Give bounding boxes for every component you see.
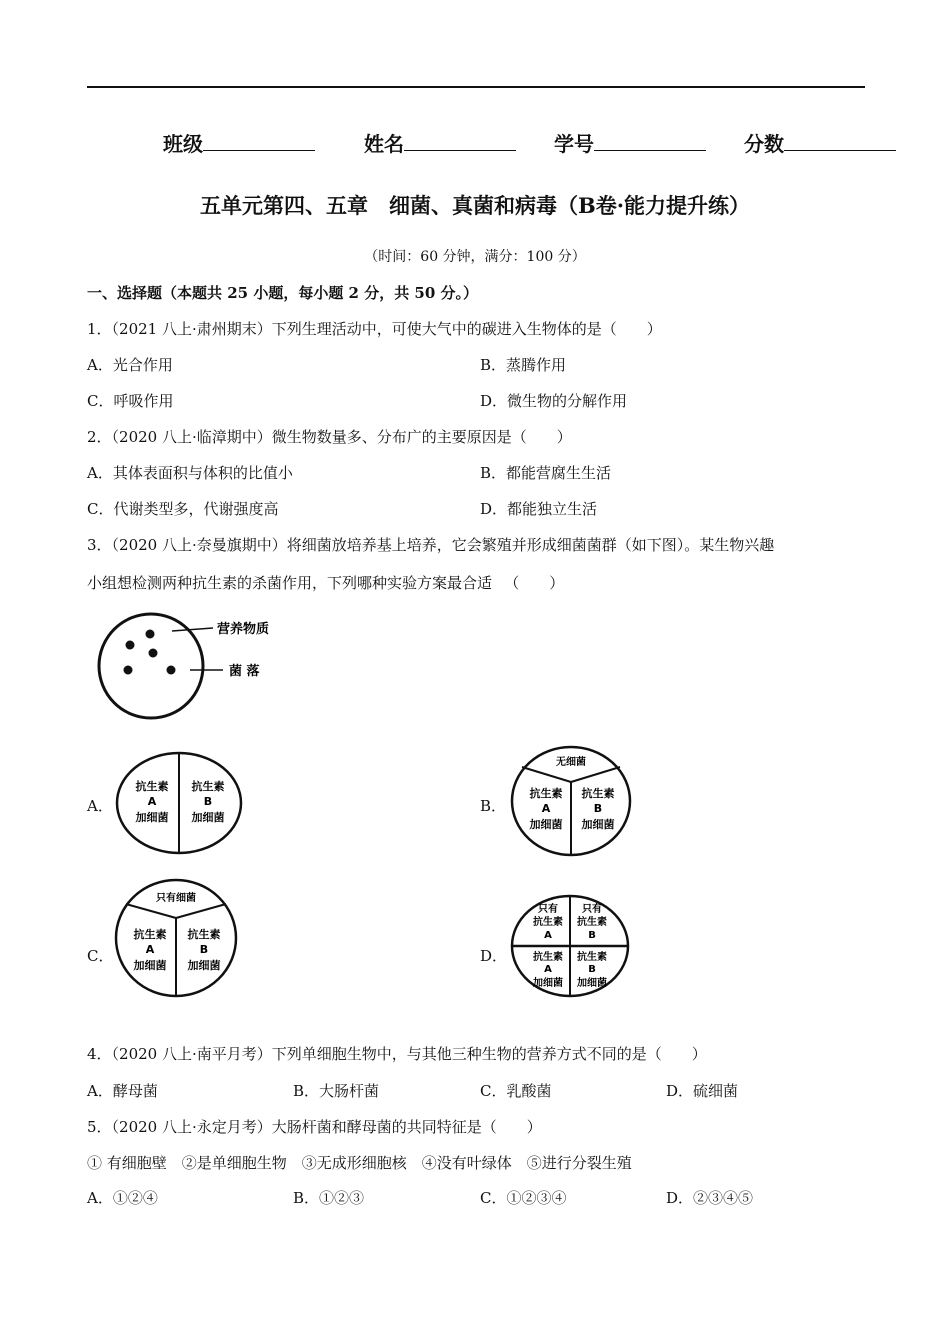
antibiotic-b-text: 抗生素 [187, 928, 221, 941]
q1-option-c[interactable]: C．呼吸作用 [87, 392, 174, 410]
antibiotic-a-bacteria: 加细菌 [135, 811, 169, 824]
class-blank[interactable] [203, 130, 315, 151]
antibiotic-a-text: 抗生素 [135, 780, 169, 793]
q4-option-a[interactable]: A．酵母菌 [87, 1082, 158, 1100]
q5-option-d[interactable]: D．②③④⑤ [666, 1189, 754, 1207]
only-a-letter: A [544, 930, 552, 941]
question-3-stem-line2: 小组想检测两种抗生素的杀菌作用，下列哪种实验方案最合适 （ ） [87, 574, 565, 592]
antibiotic-b-letter: B [199, 943, 209, 956]
dish-option-b[interactable] [508, 742, 638, 860]
only-bacteria-text: 只有细菌 [156, 893, 196, 904]
question-5-statements: ① 有细胞壁 ②是单细胞生物 ③无成形细胞核 ④没有叶绿体 ⑤进行分裂生殖 [87, 1154, 632, 1172]
petri-dish-figure [95, 608, 295, 728]
dish-divider [571, 767, 620, 782]
id-blank[interactable] [594, 130, 706, 151]
only-a-antibiotic: 抗生素 [533, 917, 563, 928]
antibiotic-b-bacteria: 加细菌 [577, 978, 607, 989]
name-blank[interactable] [404, 130, 516, 151]
antibiotic-a-bacteria: 加细菌 [533, 978, 563, 989]
name-label: 姓名 [364, 132, 404, 156]
q2-option-c[interactable]: C．代谢类型多，代谢强度高 [87, 500, 279, 518]
question-1-stem: 1．（2021 八上·肃州期末）下列生理活动中，可使大气中的碳进入生物体的是（ ） [87, 320, 662, 338]
antibiotic-a-text: 抗生素 [529, 787, 563, 800]
antibiotic-b-text: 抗生素 [191, 780, 225, 793]
q3-option-a[interactable]: A． [87, 797, 113, 815]
q3-option-d[interactable]: D． [480, 947, 508, 965]
antibiotic-a-letter: A [145, 943, 155, 956]
q2-option-b[interactable]: B．都能营腐生生活 [480, 464, 612, 482]
q4-option-c[interactable]: C．乳酸菌 [480, 1082, 552, 1100]
q2-option-d[interactable]: D．都能独立生活 [480, 500, 598, 518]
q1-option-b[interactable]: B．蒸腾作用 [480, 356, 567, 374]
id-field [554, 128, 706, 157]
antibiotic-b-bacteria: 加细菌 [187, 959, 221, 972]
only-b-letter: B [588, 930, 596, 941]
q5-option-b[interactable]: B．①②③ [293, 1189, 365, 1207]
header-rule [87, 86, 865, 88]
q5-option-a[interactable]: A．①②④ [87, 1189, 158, 1207]
antibiotic-a-letter: A [147, 795, 157, 808]
question-5-stem: 5．（2020 八上·永定月考）大肠杆菌和酵母菌的共同特征是（ ） [87, 1118, 542, 1136]
class-field [163, 128, 315, 157]
q4-option-b[interactable]: B．大肠杆菌 [293, 1082, 380, 1100]
antibiotic-b-text: 抗生素 [577, 952, 607, 963]
no-bacteria-text: 无细菌 [556, 757, 586, 768]
page-title: 五单元第四、五章 细菌、真菌和病毒（B卷·能力提升练） [199, 193, 751, 218]
q2-option-a[interactable]: A．其体表面积与体积的比值小 [87, 464, 293, 482]
q5-option-c[interactable]: C．①②③④ [480, 1189, 567, 1207]
antibiotic-a-bacteria: 加细菌 [529, 818, 563, 831]
colony-dot [146, 630, 155, 639]
antibiotic-a-letter: A [544, 964, 552, 975]
colony-label: 菌 落 [229, 664, 260, 679]
score-field [744, 128, 896, 157]
section-heading: 一、选择题（本题共 25 小题，每小题 2 分，共 50 分。） [87, 284, 479, 302]
antibiotic-a-text: 抗生素 [133, 928, 167, 941]
antibiotic-a-text: 抗生素 [533, 952, 563, 963]
antibiotic-b-bacteria: 加细菌 [581, 818, 615, 831]
page-subtitle: （时间：60 分钟，满分：100 分） [364, 249, 586, 265]
class-label: 班级 [163, 132, 203, 156]
question-2-stem: 2．（2020 八上·临漳期中）微生物数量多、分布广的主要原因是（ ） [87, 428, 572, 446]
dish-option-c[interactable] [112, 876, 244, 1002]
q3-option-c[interactable]: C． [87, 947, 114, 965]
colony-dot [167, 666, 176, 675]
name-field [364, 128, 516, 157]
only-b-text: 只有 [582, 904, 602, 915]
colony-dot [124, 666, 133, 675]
dish-divider [176, 904, 226, 918]
dish-option-a[interactable] [112, 747, 248, 857]
question-4-stem: 4．（2020 八上·南平月考）下列单细胞生物中，与其他三种生物的营养方式不同的是（ ） [87, 1045, 707, 1063]
score-blank[interactable] [784, 130, 896, 151]
dish-option-d[interactable] [508, 892, 634, 1000]
q4-option-d[interactable]: D．硫细菌 [666, 1082, 739, 1100]
q1-option-a[interactable]: A．光合作用 [87, 356, 173, 374]
only-b-antibiotic: 抗生素 [577, 917, 607, 928]
antibiotic-a-letter: A [541, 802, 551, 815]
colony-dot [149, 649, 158, 658]
antibiotic-a-bacteria: 加细菌 [133, 959, 167, 972]
question-3-stem-line1: 3．（2020 八上·奈曼旗期中）将细菌放培养基上培养，它会繁殖并形成细菌菌群（如下图）。某生物兴趣 [87, 536, 775, 554]
antibiotic-b-text: 抗生素 [581, 787, 615, 800]
nutrient-label: 营养物质 [217, 622, 270, 637]
antibiotic-b-bacteria: 加细菌 [191, 811, 225, 824]
antibiotic-b-letter: B [203, 795, 213, 808]
only-a-text: 只有 [538, 904, 558, 915]
dish-divider [126, 904, 176, 918]
nutrient-pointer [172, 628, 213, 631]
dish-divider [522, 767, 571, 782]
colony-dot [126, 641, 135, 650]
antibiotic-b-letter: B [588, 964, 596, 975]
antibiotic-b-letter: B [593, 802, 603, 815]
q3-option-b[interactable]: B． [480, 797, 507, 815]
q1-option-d[interactable]: D．微生物的分解作用 [480, 392, 628, 410]
id-label: 学号 [554, 132, 594, 156]
score-label: 分数 [744, 132, 784, 156]
